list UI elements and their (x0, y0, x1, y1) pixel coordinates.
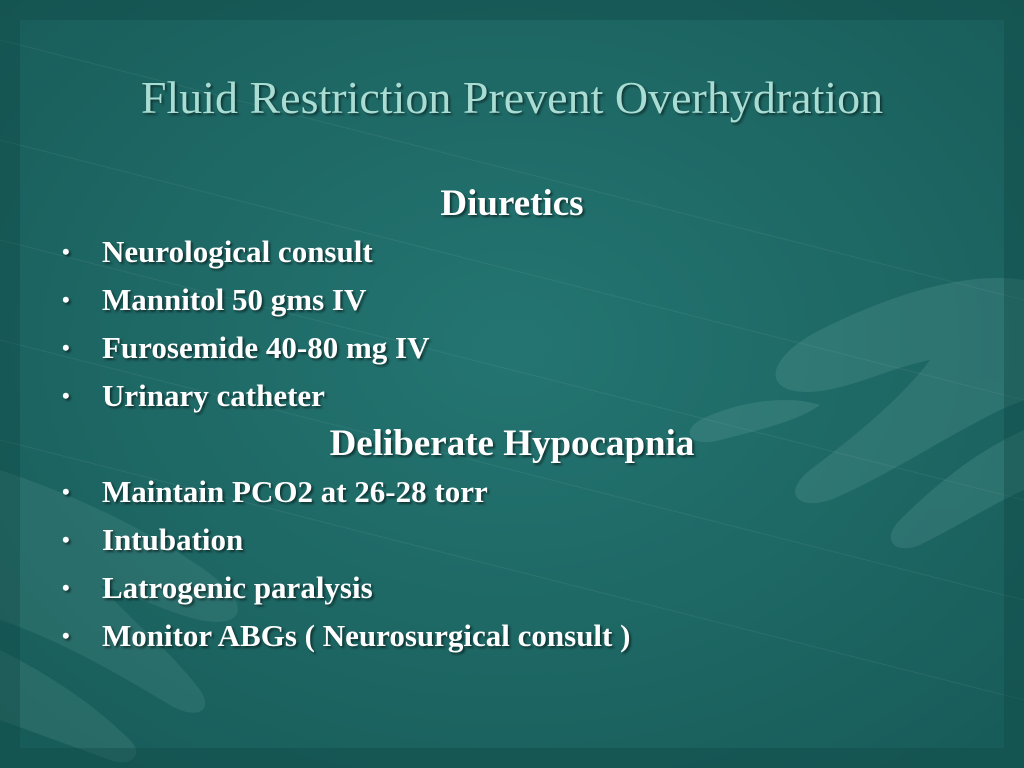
section-heading-diuretics: Diuretics (440, 183, 584, 224)
bullet-item (0, 612, 1024, 660)
bullet-text: Mannitol 50 gms IV (102, 282, 367, 317)
bullet-item (0, 372, 1024, 420)
bullet-list-diuretics (0, 228, 1024, 420)
bullet-item (0, 516, 1024, 564)
bullet-text: Monitor ABGs ( Neurosurgical consult ) (102, 618, 631, 653)
bullet-text: Latrogenic paralysis (102, 570, 373, 605)
section-heading-deliberate-hypocapnia: Deliberate Hypocapnia (329, 423, 695, 464)
bullet-item (0, 564, 1024, 612)
bullet-list-hypocapnia (0, 468, 1024, 660)
bullet-icon: • (62, 335, 70, 360)
bullet-icon: • (62, 383, 70, 408)
bullet-icon: • (62, 479, 70, 504)
bullet-icon: • (62, 239, 70, 264)
slide-body (0, 180, 1024, 660)
bullet-icon: • (62, 527, 70, 552)
bullet-text: Maintain PCO2 at 26-28 torr (102, 474, 488, 509)
bullet-text: Intubation (102, 522, 244, 557)
bullet-text: Furosemide 40-80 mg IV (102, 330, 430, 365)
bullet-icon: • (62, 575, 70, 600)
bullet-text: Urinary catheter (102, 378, 325, 413)
bullet-item (0, 228, 1024, 276)
bullet-item (0, 276, 1024, 324)
bullet-item (0, 324, 1024, 372)
bullet-text: Neurological consult (102, 234, 373, 269)
slide-title: Fluid Restriction Prevent Overhydration (140, 72, 884, 123)
bullet-item (0, 468, 1024, 516)
bullet-icon: • (62, 623, 70, 648)
bullet-icon: • (62, 287, 70, 312)
